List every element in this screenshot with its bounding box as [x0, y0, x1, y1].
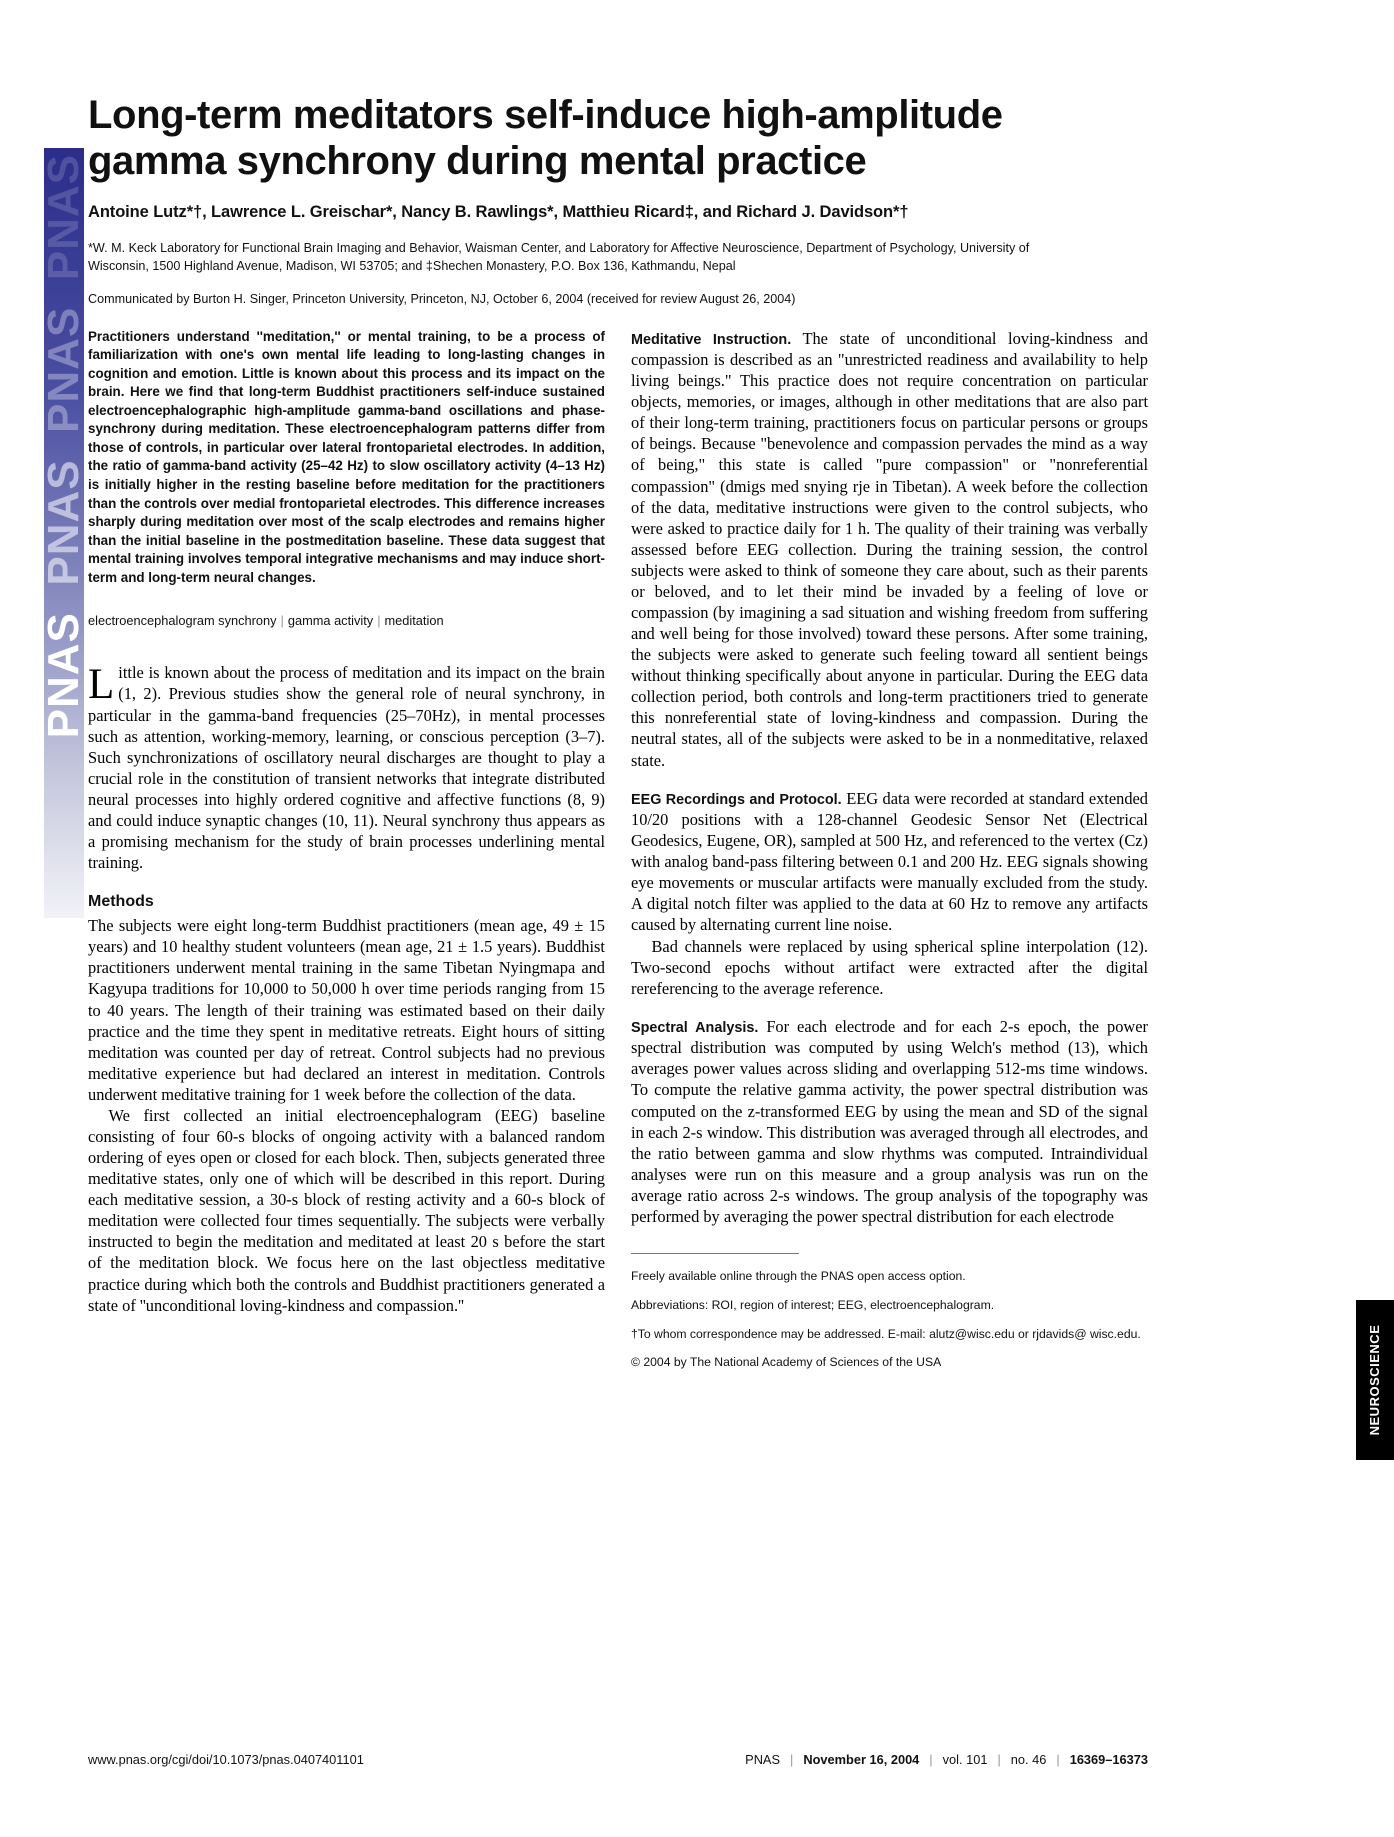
affiliations: *W. M. Keck Laboratory for Functional Brain Imaging and Behavior, Waisman Center, and Laboratory for Affective Neuroscience, Department of Psychology, University of Wisconsin, 1500 Highland Avenue, Madison, WI 53705; and ‡Shechen Monastery, P.O. Box 136, Kathmandu, Nepal [88, 240, 1030, 273]
footnote-open-access: Freely available online through the PNAS open access option. [631, 1269, 966, 1284]
keyword-1: electroencephalogram synchrony [88, 613, 277, 629]
footnote-rule [631, 1253, 799, 1254]
intro-paragraph [88, 662, 605, 873]
column-right [631, 328, 1148, 1384]
pnas-spine-text [39, 148, 88, 918]
keyword-separator: | [280, 613, 284, 629]
run-in-heading-eeg-recordings: EEG Recordings and Protocol. [631, 791, 842, 808]
methods-paragraph-2: We first collected an initial electroencephalogram (EEG) baseline consisting of four 60-s blocks of ongoing activity with a balanced random ordering of eyes open or closed for each block. Then, subjects generated three meditative states, only one of which will be described in this report. During each meditative session, a 30-s block of resting activity and a 60-s block of meditation were collected four times sequentially. The subjects were verbally instructed to begin the meditation and meditated at least 20 s before the start of the meditation block. We focus here on the last objectless meditative practice during which both the controls and Buddhist practitioners generated a state of ''unconditional loving-kindness and compassion.'' [88, 1105, 605, 1315]
page-title: Long-term meditators self-induce high-amplitude gamma synchrony during mental practice [88, 93, 1003, 184]
eeg-recordings-paragraph-1 [631, 788, 1148, 936]
spectral-analysis-paragraph [631, 1016, 1148, 1227]
meditative-instruction-paragraph [631, 328, 1148, 771]
abstract-text: Practitioners understand ''meditation,'' or mental training, to be a process of familiarization with one's own mental life leading to long-lasting changes in cognition and emotion. Little is known about this process and its impact on the brain. Here we find that long-term Buddhist practitioners self-induce sustained electroencephalographic high-amplitude gamma-band oscillations and phase-synchrony during meditation. These electroencephalogram patterns differ from those of controls, in particular over lateral frontoparietal electrodes. In addition, the ratio of gamma-band activity (25–42 Hz) to slow oscillatory activity (4–13 Hz) is initially higher in the resting baseline before meditation for the practitioners than the controls over medial frontoparietal electrodes. This difference increases sharply during meditation over most of the scalp electrodes and remains higher than the initial baseline in the postmeditation baseline. These data suggest that mental training involves temporal integrative mechanisms and may induce short-term and long-term neural changes. [88, 328, 605, 585]
run-in-heading-meditative-instruction: Meditative Instruction. [631, 331, 792, 348]
footnote-copyright: © 2004 by The National Academy of Sciences of the USA [631, 1355, 942, 1370]
article-content [88, 0, 1148, 1383]
communicated-by: Communicated by Burton H. Singer, Princeton University, Princeton, NJ, October 6, 2004 (received for review August 26, 2004) [88, 291, 796, 306]
drop-cap: L [88, 661, 115, 709]
spine-wordmark-4: PNAS [39, 154, 88, 281]
section-tab-label: NEUROSCIENCE [1367, 1324, 1382, 1436]
spine-wordmark-2: PNAS [39, 459, 88, 586]
footer-issue: no. 46 [1010, 1752, 1047, 1767]
keyword-2: gamma activity [287, 613, 374, 629]
eeg-recordings-text-1: EEG data were recorded at standard extended 10/20 positions with a 128-channel Geodesic Sensor Net (Electrical Geodesics, Eugene, OR), sampled at 500 Hz, and referenced to the vertex (Cz) with analog band-pass filtering between 0.1 and 200 Hz. EEG signals showing eye movements or muscular artifacts were manually excluded from the study. A digital notch filter was applied to the data at 60 Hz to remove any artifacts caused by alternating current line noise. [631, 788, 1148, 935]
keyword-3: meditation [384, 613, 444, 629]
section-heading-methods: Methods [88, 893, 154, 911]
footnote-abbreviations: Abbreviations: ROI, region of interest; EEG, electroencephalogram. [631, 1298, 995, 1313]
pnas-spine-watermark [39, 148, 88, 918]
footer-separator: | [929, 1752, 933, 1767]
footnote-correspondence: †To whom correspondence may be addressed. E-mail: alutz@wisc.edu or rjdavids@ wisc.edu. [631, 1326, 1141, 1341]
column-left [88, 328, 605, 1384]
eeg-recordings-paragraph-2: Bad channels were replaced by using spherical spline interpolation (12). Two-second epochs without artifact were extracted after the digital rereferencing to the average reference. [631, 936, 1148, 998]
footer-date: November 16, 2004 [803, 1752, 920, 1767]
intro-paragraph-text: ittle is known about the process of meditation and its impact on the brain (1, 2). Previous studies show the general role of neural synchrony, in particular in the gamma-band frequencies (25–70Hz), in mental processes such as attention, working-memory, learning, or conscious perception (3–7). Such synchronizations of oscillatory neural discharges are thought to play a crucial role in the constitution of transient networks that integrate distributed neural processes into highly ordered cognitive and affective functions (8, 9) and could induce synaptic changes (10, 11). Neural synchrony thus appears as a promising mechanism for the study of brain processes underlining mental training. [88, 663, 605, 873]
footer-separator: | [790, 1752, 794, 1767]
footer-separator: | [1056, 1752, 1060, 1767]
footer-pages: 16369–16373 [1069, 1752, 1148, 1767]
spine-wordmark-1: PNAS [39, 612, 88, 739]
footer-journal: PNAS [745, 1752, 781, 1767]
footer-volume: vol. 101 [942, 1752, 988, 1767]
spine-wordmark-3: PNAS [39, 306, 88, 433]
section-tab-neuroscience [1356, 1300, 1394, 1460]
spectral-analysis-text: For each electrode and for each 2-s epoch, the power spectral distribution was computed by using Welch's method (13), which averages power values across sliding and overlapping 512-ms time windows. To compute the relative gamma activity, the power spectral distribution was computed on the z-transformed EEG by using the mean and SD of the signal in each 2-s window. This distribution was averaged through all electrodes, and the ratio between gamma and slow rhythms was computed. Intraindividual analyses were run on this measure and a group analysis was run on the average ratio across 2-s windows. The group analysis of the topography was performed by averaging the power spectral distribution for each electrode [631, 1016, 1148, 1226]
run-in-heading-spectral-analysis: Spectral Analysis. [631, 1019, 759, 1036]
keyword-line [88, 613, 605, 628]
meditative-instruction-text: The state of unconditional loving-kindness and compassion is described as an "unrestricted readiness and availability to help living beings." This practice does not require concentration on particular objects, memories, or images, although in other meditations that are also part of their long-term training, practitioners focus on particular persons or groups of beings. Because "benevolence and compassion pervades the mind as a way of being," this state is called "pure compassion" or "nonreferential compassion" (dmigs med snying rje in Tibetan). A week before the collection of the data, meditative instructions were given to the control subjects, who were asked to practice daily for 1 h. The quality of their training was verbally assessed before EEG collection. During the training session, the control subjects were asked to think of someone they care about, such as their parents or beloved, and to let their mind be invaded by a feeling of love or compassion (by imagining a sad situation and wishing freedom from suffering and well being for those involved) toward these persons. After some training, the subjects were asked to generate such feeling toward all sentient beings without thinking specifically about anyone in particular. During the EEG data collection period, both controls and long-term practitioners tried to generate this nonreferential state of loving-kindness and compassion. During the neutral states, all of the subjects were asked to be in a nonmeditative, relaxed state. [631, 328, 1148, 770]
footer-citation [745, 1752, 1148, 1767]
author-list: Antoine Lutz*†, Lawrence L. Greischar*, Nancy B. Rawlings*, Matthieu Ricard‡, and Richard J. Davidson*† [88, 202, 909, 221]
methods-paragraph-1: The subjects were eight long-term Buddhist practitioners (mean age, 49 ± 15 years) and 10 healthy student volunteers (mean age, 21 ± 1.5 years). Buddhist practitioners underwent mental training in the same Tibetan Nyingmapa and Kagyupa traditions for 10,000 to 50,000 h over time periods ranging from 15 to 40 years. The length of their training was estimated based on their daily practice and the time they spent in meditative retreats. Eight hours of sitting meditation was counted per day of retreat. Control subjects had no previous meditative experience but had declared an interest in meditation. Controls underwent meditative training for 1 week before the collection of the data. [88, 916, 605, 1104]
two-column-body [88, 328, 1148, 1384]
page-footer [88, 1752, 1148, 1767]
footer-doi[interactable]: www.pnas.org/cgi/doi/10.1073/pnas.0407401101 [88, 1752, 364, 1767]
keyword-separator: | [377, 613, 381, 629]
footer-separator: | [997, 1752, 1001, 1767]
